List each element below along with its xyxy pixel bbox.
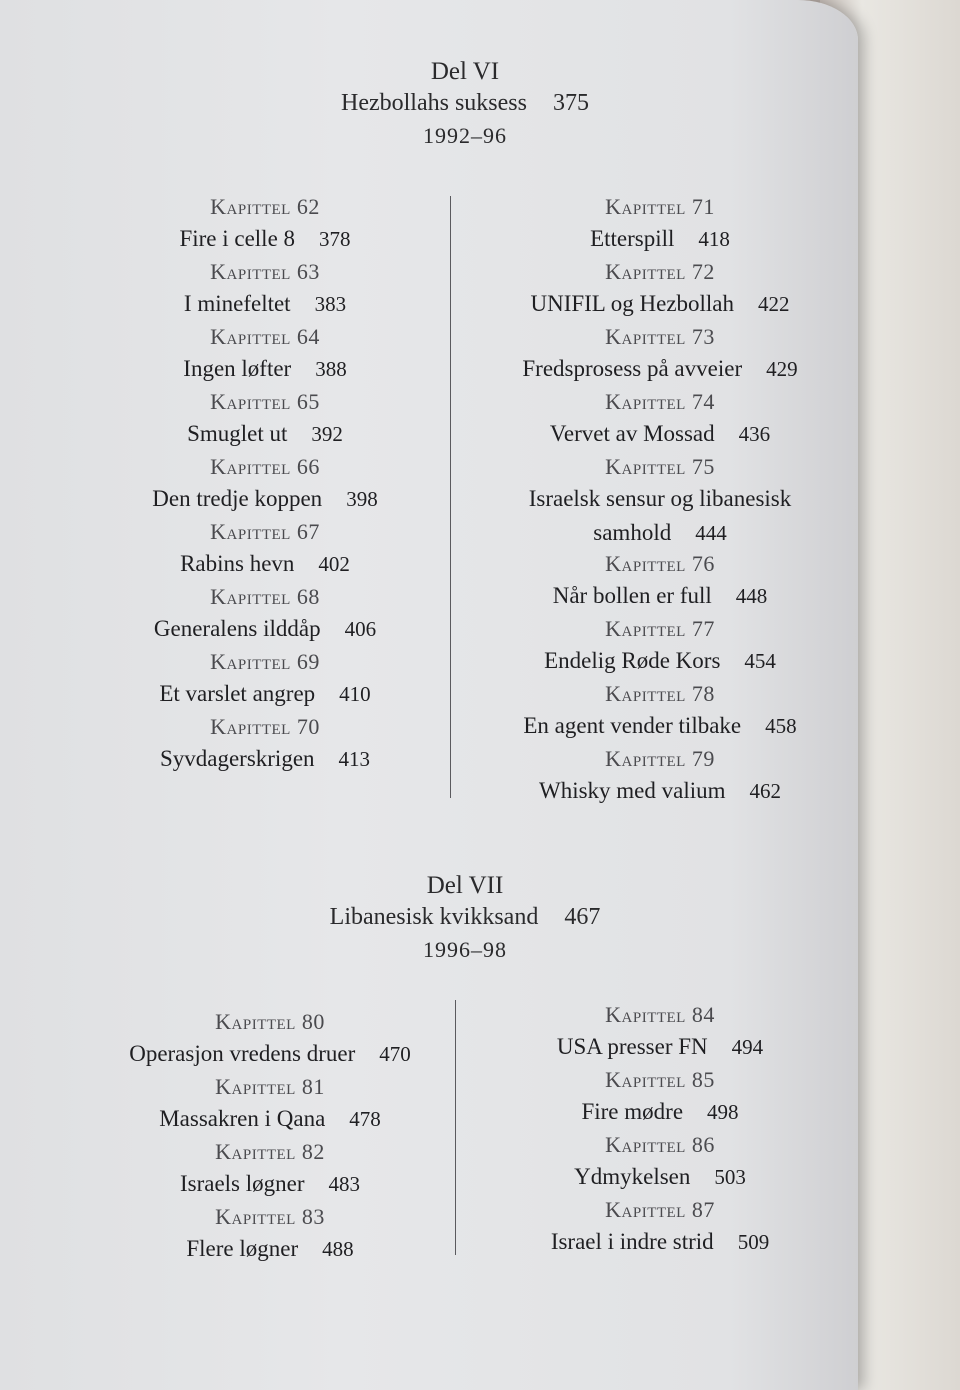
chapter-page-number: 410 (339, 682, 371, 706)
chapter-title-line (90, 287, 440, 321)
part-years: 1992–96 (423, 123, 507, 148)
chapter-label: Kapittel 74 (605, 389, 715, 414)
toc-entry (480, 1195, 840, 1260)
chapter-page-number: 429 (766, 357, 798, 381)
chapter-title-line (470, 644, 850, 678)
chapter-label: Kapittel 73 (605, 324, 715, 349)
chapter-title-part2: samhold (593, 520, 672, 545)
chapter-title: Generalens ilddåp (153, 616, 321, 641)
toc-entry (470, 452, 850, 549)
chapter-title: Etterspill (590, 226, 675, 251)
toc-entry (90, 517, 440, 582)
chapter-page-number: 488 (322, 1237, 354, 1261)
part-title-line (0, 90, 930, 117)
part-heading-7 (0, 872, 930, 963)
chapter-page-number: 454 (744, 649, 776, 673)
chapter-page-number: 444 (695, 521, 727, 545)
chapter-title-line (90, 1102, 450, 1136)
chapter-title-line (90, 612, 440, 646)
chapter-title: Israels løgner (179, 1171, 305, 1196)
chapter-title-line (470, 579, 850, 613)
toc-column-right (480, 1000, 840, 1260)
part-label: Del VII (426, 872, 504, 899)
chapter-title: Flere løgner (186, 1236, 299, 1261)
chapter-label: Kapittel 65 (210, 389, 320, 414)
chapter-page-number: 378 (319, 227, 351, 251)
chapter-page-number: 498 (707, 1100, 739, 1124)
part-page-number: 467 (564, 904, 601, 930)
part-heading-6 (0, 58, 930, 149)
chapter-page-number: 494 (731, 1035, 764, 1059)
chapter-title: Fire i celle 8 (179, 226, 296, 251)
toc-entry (480, 1130, 840, 1195)
toc-entry (90, 647, 440, 712)
chapter-title-line (480, 1225, 840, 1259)
chapter-title-line (470, 709, 850, 743)
chapter-title: Operasjon vredens druer (129, 1041, 356, 1066)
toc-entry (90, 712, 440, 777)
chapter-title: Fredsprosess på avveier (522, 356, 743, 381)
chapter-label: Kapittel 76 (605, 551, 715, 576)
chapter-page-number: 503 (714, 1165, 746, 1189)
chapter-title-line (90, 1232, 450, 1266)
chapter-page-number: 418 (698, 227, 730, 251)
part-title: Hezbollahs suksess (341, 90, 527, 116)
chapter-page-number: 402 (318, 552, 350, 576)
chapter-label: Kapittel 82 (215, 1139, 325, 1164)
toc-column-left (90, 1007, 450, 1267)
toc-entry (470, 744, 850, 809)
chapter-page-number: 458 (765, 714, 797, 738)
toc-entry (480, 1065, 840, 1130)
chapter-title: I minefeltet (183, 291, 291, 316)
toc-entry (90, 322, 440, 387)
chapter-label: Kapittel 84 (605, 1002, 715, 1027)
toc-entry (90, 1072, 450, 1137)
chapter-page-number: 413 (338, 747, 371, 771)
chapter-title-line (90, 482, 440, 516)
chapter-title: UNIFIL og Hezbollah (530, 291, 735, 316)
chapter-label: Kapittel 77 (605, 616, 715, 641)
chapter-label: Kapittel 78 (605, 681, 715, 706)
chapter-title-line (470, 482, 850, 516)
chapter-title: Vervet av Mossad (549, 421, 715, 446)
chapter-label: Kapittel 71 (605, 194, 715, 219)
column-divider (455, 1000, 456, 1255)
toc-column-left (90, 192, 440, 777)
toc-entry (470, 549, 850, 614)
chapter-page-number: 398 (346, 487, 378, 511)
toc-entry (470, 192, 850, 257)
chapter-page-number: 470 (379, 1042, 411, 1066)
chapter-title-line (90, 742, 440, 776)
toc-entry (90, 452, 440, 517)
chapter-label: Kapittel 66 (210, 454, 320, 479)
chapter-page-number: 388 (315, 357, 347, 381)
chapter-title: Syvdagerskrigen (159, 746, 315, 771)
chapter-page-number: 422 (758, 292, 790, 316)
part-page-number: 375 (552, 90, 589, 116)
chapter-page-number: 483 (328, 1172, 361, 1196)
chapter-title: Ingen løfter (183, 356, 292, 381)
chapter-title-continued (470, 516, 850, 550)
chapter-page-number: 392 (311, 422, 343, 446)
toc-entry (90, 1007, 450, 1072)
chapter-title: Når bollen er full (552, 583, 712, 608)
toc-entry (90, 582, 440, 647)
toc-entry (90, 1137, 450, 1202)
toc-entry (470, 679, 850, 744)
chapter-title-line (90, 1037, 450, 1071)
chapter-title-line (90, 677, 440, 711)
column-divider (450, 196, 451, 798)
toc-entry (470, 322, 850, 387)
chapter-title-line (90, 222, 440, 256)
chapter-title: Den tredje koppen (152, 486, 323, 511)
chapter-label: Kapittel 69 (210, 649, 320, 674)
chapter-title-line (480, 1030, 840, 1064)
chapter-label: Kapittel 64 (210, 324, 320, 349)
chapter-label: Kapittel 83 (215, 1204, 325, 1229)
toc-entry (90, 387, 440, 452)
chapter-title-line (470, 352, 850, 386)
chapter-title-line (470, 774, 850, 808)
chapter-title: Endelig Røde Kors (544, 648, 721, 673)
chapter-title: En agent vender tilbake (523, 713, 742, 738)
chapter-title-line (90, 352, 440, 386)
chapter-title-line (470, 287, 850, 321)
chapter-title-line (90, 417, 440, 451)
toc-entry (470, 387, 850, 452)
chapter-title-line (90, 547, 440, 581)
toc-entry (90, 257, 440, 322)
chapter-page-number: 478 (349, 1107, 381, 1131)
chapter-title: USA presser FN (556, 1034, 708, 1059)
chapter-label: Kapittel 86 (605, 1132, 715, 1157)
toc-entry (90, 192, 440, 257)
chapter-title-line (90, 1167, 450, 1201)
chapter-title-line (470, 417, 850, 451)
chapter-page-number: 462 (749, 779, 782, 803)
chapter-title: Massakren i Qana (159, 1106, 326, 1131)
chapter-page-number: 509 (737, 1230, 770, 1254)
chapter-label: Kapittel 79 (605, 746, 715, 771)
part-title: Libanesisk kvikksand (329, 904, 539, 930)
part-title-line (0, 904, 930, 931)
chapter-title-line (470, 222, 850, 256)
toc-entry (470, 614, 850, 679)
chapter-label: Kapittel 68 (210, 584, 320, 609)
chapter-label: Kapittel 67 (210, 519, 320, 544)
chapter-page-number: 436 (738, 422, 771, 446)
chapter-label: Kapittel 81 (215, 1074, 325, 1099)
toc-entry (90, 1202, 450, 1267)
chapter-label: Kapittel 63 (210, 259, 320, 284)
toc-column-right (470, 192, 850, 809)
chapter-label: Kapittel 70 (210, 714, 320, 739)
chapter-page-number: 383 (314, 292, 347, 316)
chapter-title: Smuglet ut (187, 421, 288, 446)
chapter-title: Et varslet angrep (159, 681, 316, 706)
chapter-label: Kapittel 75 (605, 454, 715, 479)
chapter-title: Fire mødre (581, 1099, 684, 1124)
chapter-page-number: 406 (344, 617, 377, 641)
chapter-label: Kapittel 87 (605, 1197, 715, 1222)
chapter-title: Ydmykelsen (574, 1164, 691, 1189)
chapter-page-number: 448 (735, 584, 768, 608)
part-label: Del VI (430, 58, 500, 85)
toc-entry (480, 1000, 840, 1065)
chapter-label: Kapittel 72 (605, 259, 715, 284)
toc-entry (470, 257, 850, 322)
chapter-title-line (480, 1095, 840, 1129)
chapter-title-line (480, 1160, 840, 1194)
chapter-title: Whisky med valium (538, 778, 726, 803)
chapter-label: Kapittel 85 (605, 1067, 715, 1092)
chapter-title: Israel i indre strid (550, 1229, 714, 1254)
chapter-label: Kapittel 80 (215, 1009, 325, 1034)
part-years: 1996–98 (423, 937, 507, 962)
chapter-title: Rabins hevn (180, 551, 295, 576)
chapter-title: Israelsk sensur og libanesisk (528, 486, 792, 511)
chapter-label: Kapittel 62 (210, 194, 320, 219)
